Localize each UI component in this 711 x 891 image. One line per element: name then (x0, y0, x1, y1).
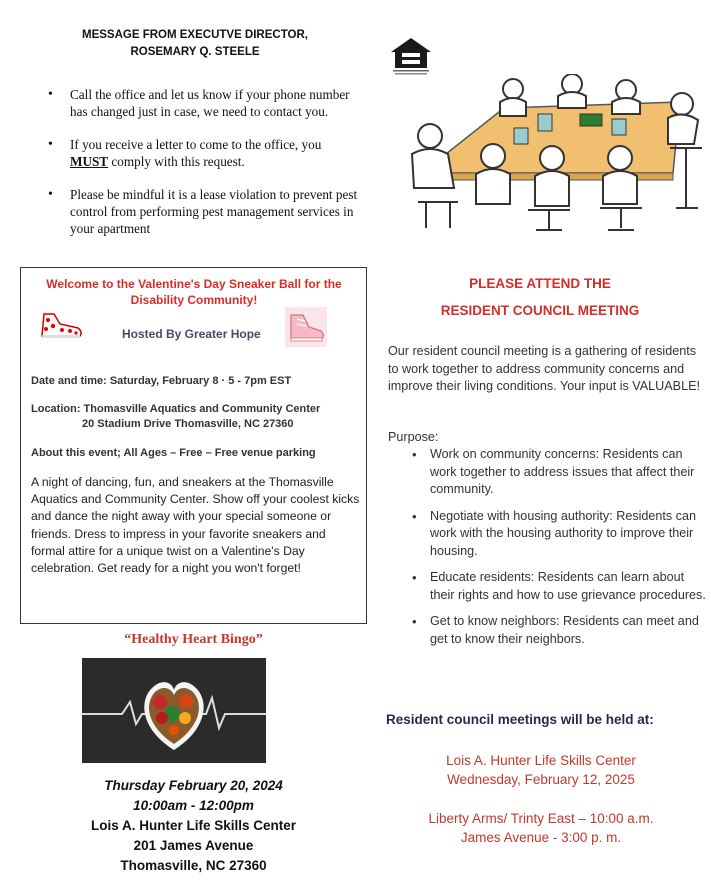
meeting-illustration (400, 74, 711, 234)
bingo-venue: Lois A. Hunter Life Skills Center (90, 818, 297, 833)
council-title: PLEASE ATTEND THE RESIDENT COUNCIL MEETING (440, 276, 640, 318)
meeting-session-morning: Liberty Arms/ Trinty East – 10:00 a.m. (428, 811, 654, 826)
list-item: • Educate residents: Residents can learn about their rights and how to use grievance procedures. (412, 569, 707, 604)
meeting-date: Wednesday, February 12, 2025 (447, 772, 635, 787)
director-bullet-pest-control: • Please be mindful it is a lease violation to prevent pest control from performing pest management services in your apartment (48, 186, 363, 237)
healthy-heart-image (82, 658, 266, 763)
event-date-time: Date and time: Saturday, February 8 · 5 - 7pm EST (31, 375, 292, 387)
bingo-time: 10:00am - 12:00pm (133, 798, 254, 813)
must-emphasis: MUST (70, 154, 109, 169)
director-bullet-letter: • If you receive a letter to come to the office, you MUST comply with this request. (48, 136, 363, 170)
meetings-held-label: Resident council meetings will be held at: (386, 712, 654, 727)
equal-housing-opportunity-icon (389, 36, 433, 76)
director-heading-line1: MESSAGE FROM EXECUTVE DIRECTOR, (82, 29, 308, 41)
bingo-title: “Healthy Heart Bingo” (124, 632, 263, 647)
director-bullet-list (48, 86, 363, 253)
director-heading-line2: ROSEMARY Q. STEELE (130, 46, 260, 58)
hosted-by: Hosted By Greater Hope (122, 327, 261, 341)
purpose-label: Purpose: (388, 430, 439, 444)
meeting-location: Lois A. Hunter Life Skills Center (446, 753, 636, 768)
meeting-session-afternoon: James Avenue - 3:00 p. m. (460, 830, 622, 845)
director-bullet-phone: • Call the office and let us know if your phone number has changed just in case, we need to contact you. (48, 86, 363, 120)
sneaker-icon (38, 310, 84, 340)
director-heading (60, 27, 330, 61)
sneaker-ball-title: Welcome to the Valentine's Day Sneaker Ball for the Disability Community! (46, 277, 342, 307)
event-about: About this event; All Ages – Free – Free venue parking (31, 447, 316, 459)
sneaker-ball-box (20, 267, 367, 624)
purpose-list (412, 446, 707, 657)
event-description: A night of dancing, fun, and sneakers at the Thomasville Aquatics and Community Center. Show off your coolest kicks and dance the night away with your special someone or friends. Dress to impress in your favorite sneakers and formal attire for a unique twist on a Valentine's Day celebration. Get ready for a night you won't forget! (31, 475, 360, 576)
bingo-details (20, 776, 367, 876)
event-location: Location: Thomasville Aquatics and Community Center 20 Stadium Drive Thomasville, NC 27360 (31, 403, 321, 430)
bingo-street: 201 James Avenue (133, 838, 254, 853)
sneaker-icon-pink (285, 307, 327, 347)
list-item: • Get to know neighbors: Residents can meet and get to know their neighbors. (412, 613, 707, 648)
bingo-city: Thomasville, NC 27360 (120, 858, 267, 873)
list-item: • Negotiate with housing authority: Residents can work with the housing authority to improve their housing. (412, 508, 707, 561)
list-item: • Work on community concerns: Residents can work together to address issues that affect their community. (412, 446, 707, 499)
council-intro: Our resident council meeting is a gathering of residents to work together to address community concerns and improve their living conditions. Your input is VALUABLE! (388, 344, 700, 393)
bingo-date: Thursday February 20, 2024 (104, 778, 283, 793)
